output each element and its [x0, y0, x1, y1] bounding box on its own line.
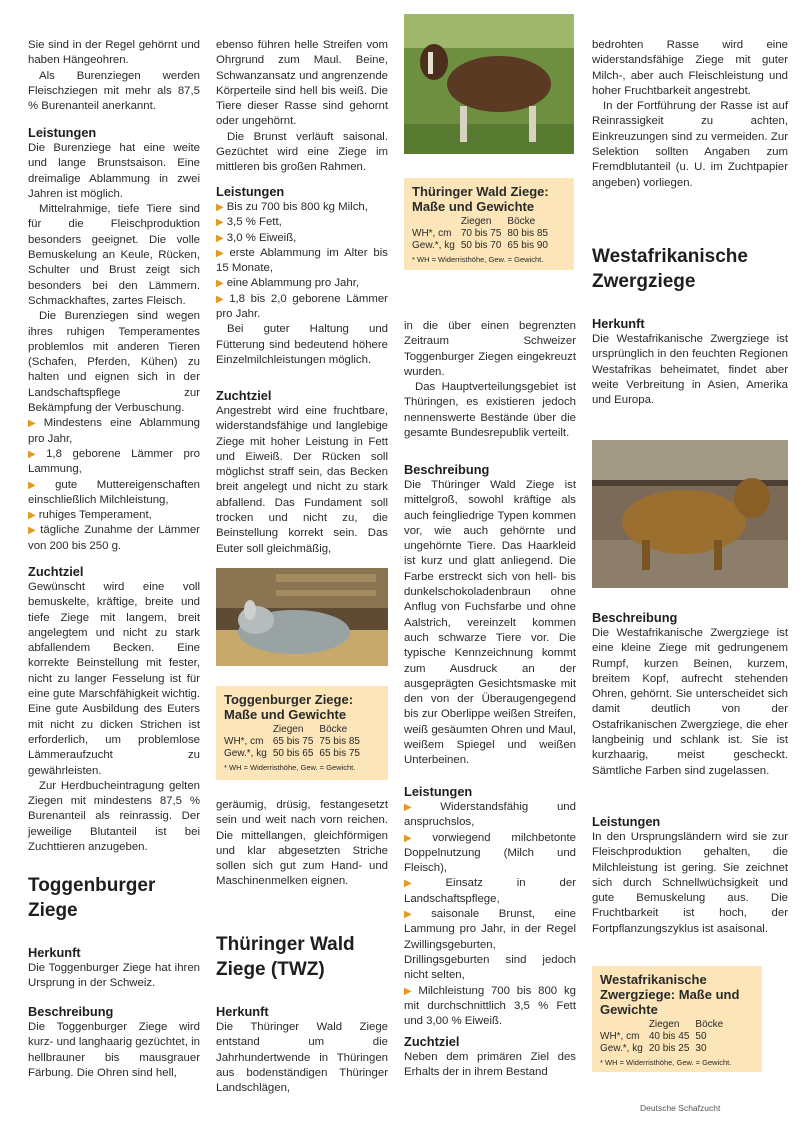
list-item: ▶ Widerstandsfähig und anspruchslos,: [404, 801, 576, 829]
westafrikanische-title: Westafrikanische Zwergziege: [592, 246, 748, 292]
list-item: ▶ saisonale Brunst, eine Lammung pro Jahr, in der Regel Zwillingsgeburten, Drillingsgeburten sind jedoch nicht selten,: [404, 908, 576, 982]
list-item: ▶ 3,5 % Fett,: [216, 216, 282, 229]
section-heading: Leistungen: [592, 814, 661, 829]
table-row: WH*, cm 40 bis 45 50: [600, 1031, 707, 1042]
arrow-bullet-icon: ▶: [216, 278, 224, 290]
col2-leistungen: Leistungen ▶ Bis zu 700 bis 800 kg Milch, ▶ 3,5 % Fett, ▶ 3,0 % Eiweiß, ▶ erste Ablammung im Alter bis 15 Monate, ▶ eine Ablammung pro Jahr, ▶ 1,8 bis 2,0 geborene Lämmer pro Jahr. Bei guter Haltung und Fütterung sind bedeutend höhere Einzelmilchleistungen möglich.: [216, 184, 388, 366]
section-heading: Herkunft: [216, 1004, 269, 1019]
thueringer-measures-box: Thüringer Wald Ziege: Maße und Gewichte Ziegen Böcke WH*, cm 70 bis 75 80 bis 85 Gew.*, kg 50 bis 70 65 bis 90 * WH = Widerristhöhe, Gew. = Gewicht.: [404, 178, 574, 270]
arrow-bullet-icon: ▶: [216, 247, 227, 259]
measures-table: Ziegen Böcke WH*, cm 40 bis 45 50 Gew.*, kg 20 bis 25 30: [600, 1019, 729, 1055]
section-heading: Zuchtziel: [216, 388, 272, 403]
col1-leistungen: Leistungen Die Burenziege hat eine weite und lange Brunstsaison. Eine dreimalige Ablammung in zwei Jahren ist möglich. Mittelrahmige, tiefe Tiere sind für die Fleischproduktion besonders geeignet. Die volle Bemuskelung an Keule, Rücken, Schulter und Brust zeigt sich besonders bei den Lämmern. Schmackhaftes, zartes Fleisch. Die Burenziegen sind wegen ihres ruhigen Temperamentes problemlos mit anderen Tieren (Schafen, Pferden, Kühen) zu halten und eignen sich in der Landschaftspflege zur Bekämpfung der Verbuschung. ▶ Mindestens eine Ablammung pro Jahr, ▶ 1,8 geborene Lämmer pro Lammung, ▶ gute Muttereigenschaften einschließlich Milchleistung, ▶ ruhiges Temperament, ▶ tägliche Zunahme der Lämmer von 200 bis 250 g.: [28, 125, 200, 554]
table-row: WH*, cm 70 bis 75 80 bis 85: [412, 228, 548, 239]
table-row: Gew.*, kg 50 bis 70 65 bis 90: [412, 240, 548, 251]
table-row: WH*, cm 65 bis 75 75 bis 85: [224, 736, 360, 747]
section-heading: Herkunft: [28, 945, 81, 960]
col2-intro: ebenso führen helle Streifen vom Ohrgrund zum Maul. Beine, Schwanzansatz und angrenzende Körperteile sind hell bis weiß. Die Tiere dieser Rasse sind gehornt oder ungehörnt. Die Brunst verläuft saisonal. Gezüchtet wird eine Ziege im mittleren bis großen Rahmen.: [216, 39, 388, 174]
arrow-bullet-icon: ▶: [216, 293, 227, 305]
col1-intro: Sie sind in der Regel gehörnt und haben Hängeohren. Als Burenziegen werden Fleischziegen mit mehr als 87,5 % Burenanteil anerkannt.: [28, 39, 200, 113]
arrow-bullet-icon: ▶: [28, 510, 36, 522]
measures-table: Ziegen Böcke WH*, cm 65 bis 75 75 bis 85 Gew.*, kg 50 bis 65 65 bis 75: [224, 724, 366, 760]
page-footer: Deutsche Schafzucht: [640, 1103, 721, 1113]
twz-title: Thüringer Wald Ziege (TWZ): [216, 934, 355, 980]
list-item: ▶ tägliche Zunahme der Lämmer von 200 bis 250 g.: [28, 524, 200, 552]
col3-beschreibung: Beschreibung Die Thüringer Wald Ziege ist mittelgroß, sowohl kräftige als auch feingliedrige Typen kommen vor, wie auch gehörnte und ungehörnte Tiere. Das Haarkleid ist kurz und glatt anliegend. Die Farbe erstreckt sich von hell- bis dunkelschokoladenbraun ohne Anflug von Fuchsfarbe und ohne Aalstrich, vereinzelt kommen auch schwarze Tiere vor. Die typische Kennzeichnung kommt zum Ausdruck an der ausgeprägten Gesichtsmaske mit den von der Überaugengegend bis zur Oberlippe weißen Streifen, weiß gesäumten Ohren und Maul, weißem Spiegel und weißen Unterbeinen.: [404, 462, 576, 767]
list-item: ▶ 3,0 % Eiweiß,: [216, 231, 297, 244]
list-item: ▶ 1,8 geborene Lämmer pro Lammung,: [28, 447, 200, 476]
arrow-bullet-icon: ▶: [28, 479, 53, 491]
list-item: ▶ erste Ablammung im Alter bis 15 Monate,: [216, 246, 388, 275]
section-heading: Leistungen: [216, 184, 285, 199]
arrow-bullet-icon: ▶: [216, 202, 224, 213]
list-item: ▶ eine Ablammung pro Jahr,: [216, 277, 360, 290]
arrow-bullet-icon: ▶: [404, 878, 443, 890]
thueringer-goat-photo: [404, 14, 574, 154]
col1-beschreibung: Beschreibung Die Toggenburger Ziege wird kurz- und langhaarig gezüchtet, in hellbrauner bis mausgrauer Färbung. Die Ohren sind hell,: [28, 1004, 200, 1079]
section-heading: Beschreibung: [28, 1004, 114, 1019]
list-item: ▶ gute Muttereigenschaften einschließlich Milchleistung,: [28, 478, 200, 506]
list-item: ▶ Mindestens eine Ablammung pro Jahr,: [28, 417, 200, 445]
col4-herkunft: Herkunft Die Westafrikanische Zwergziege ist ursprünglich in den feuchten Regionen Westafrikas beheimatet, findet aber weite Verbreitung in Asien, Amerika und Europa.: [592, 316, 788, 407]
westafrikanische-measures-box: Westafrikanische Zwergziege: Maße und Gewichte Ziegen Böcke WH*, cm 40 bis 45 50 Gew.*, kg 20 bis 25 30 * WH = Widerristhöhe, Gew. = Gewicht.: [592, 966, 762, 1072]
section-heading: Beschreibung: [592, 610, 678, 625]
col3-leistungen: [404, 784, 576, 1029]
section-heading: Zuchtziel: [28, 564, 84, 579]
section-heading: Herkunft: [592, 316, 645, 331]
col1-zuchtziel: Zuchtziel Gewünscht wird eine voll bemuskelte, kräftige, breite und tiefe Ziege mit langem, breit angelegtem und nicht zu stark abfallendem Becken. Eine korrekte Beinstellung mit fester, nicht zu langer Fesselung ist für eine gute Marschfähigkeit wichtig. Eine gute Ausbildung des Euters mit nicht zu dicken Strichen ist erforderlich, um problemlose Lämmeraufzucht zu gewährleisten. Zur Herdbucheintragung gelten Ziegen mit mindestens 87,5 % Burenanteil als reinrassig. Der jeweilige Blutanteil ist bei Zuchttieren anzugeben.: [28, 564, 200, 854]
arrow-bullet-icon: ▶: [216, 217, 224, 229]
list-item: ▶ Bis zu 700 bis 800 kg Milch,: [216, 201, 368, 213]
col2-herkunft: Herkunft Die Thüringer Wald Ziege entstand um die Jahrhundertwende in Thüringen aus bodenständigen Thüringer Landschlägen,: [216, 1004, 388, 1095]
arrow-bullet-icon: ▶: [404, 985, 416, 997]
col3-zuchtziel: Zuchtziel Neben dem primären Ziel des Erhalts der in ihrem Bestand: [404, 1034, 576, 1079]
col4-beschreibung: Beschreibung Die Westafrikanische Zwergziege ist eine kleine Ziege mit gedrungenem Rumpf, kurzen Beinen, kurzem, breitem Kopf, aufrecht stehenden Ohren, gehörnt. Sie unterscheidet sich damit deutlich von der Ostafrikanischen Zwergziege, die eher langbeinig und schlank ist. Sie ist kurzhaarig, meist gescheckt. Sämtliche Farben sind zugelassen.: [592, 610, 788, 777]
list-item: ▶ 1,8 bis 2,0 geborene Lämmer pro Jahr.: [216, 292, 388, 321]
arrow-bullet-icon: ▶: [404, 832, 430, 844]
table-row: Gew.*, kg 50 bis 65 65 bis 75: [224, 748, 360, 759]
col2-zuchtziel: Zuchtziel Angestrebt wird eine fruchtbare, widerstandsfähige und langlebige Ziege mit hoher Leistung in Fett und Eiweiß. Der Rücken soll möglichst straff sein, das Becken breit angelegt und nicht zu stark abfallend. Das Fundament soll trocken und nicht zu, die Beinstellung korrekt sein. Das Euter soll gleichmäßig,: [216, 388, 388, 555]
arrow-bullet-icon: ▶: [216, 232, 224, 244]
col3-intro: in die über einen begrenzten Zeitraum Schweizer Toggenburger Ziegen eingekreuzt wurden. Das Hauptverteilungsgebiet ist Thüringen, es existieren jedoch nennenswerte Bestände über die gesamte Bundesrepublik verteilt.: [404, 320, 576, 440]
col1-herkunft: Herkunft Die Toggenburger Ziege hat ihren Ursprung in der Schweiz.: [28, 945, 200, 990]
list-item: ▶ vorwiegend milchbetonte Doppelnutzung (Milch und Fleisch),: [404, 831, 576, 875]
toggenburger-goat-photo: [216, 568, 388, 666]
list-item: ▶ ruhiges Temperament,: [28, 509, 152, 522]
table-row: Gew.*, kg 20 bis 25 30: [600, 1043, 707, 1054]
measures-table: Ziegen Böcke WH*, cm 70 bis 75 80 bis 85 Gew.*, kg 50 bis 70 65 bis 90: [412, 216, 554, 252]
col4-leistungen: Leistungen In den Ursprungsländern wird sie zur Fleischproduktion gehalten, die Milchleistung ist gering. Sie zeichnet sich durch Schnellwüchsigkeit und gute Bemuskelung aus. Die Fruchtbarkeit ist hoch, der Fortpflanzungszyklus ist asaisonal.: [592, 814, 788, 935]
list-item: ▶ Milchleistung 700 bis 800 kg mit durchschnittlich 3,5 % Fett und 3,00 % Eiweiß.: [404, 984, 576, 1028]
list-item: ▶ Einsatz in der Landschaftspflege,: [404, 877, 576, 905]
col4-intro: bedrohten Rasse wird eine widerstandsfähige Ziege mit guter Milch-, aber auch Fleischleistung und hoher Fruchtbarkeit angestrebt. In der Fortführung der Rasse ist auf Reinrassigkeit zu achten, Einkreuzungen sind zu vermeiden. Zur Selektion sollten Angaben zum Fremdblutanteil (u. U. im Zuchtpapier angeben) vorliegen.: [592, 39, 788, 189]
section-heading: Zuchtziel: [404, 1034, 460, 1049]
section-heading: Leistungen: [404, 784, 473, 799]
section-heading: Leistungen: [28, 125, 97, 140]
arrow-bullet-icon: ▶: [28, 418, 41, 430]
arrow-bullet-icon: ▶: [404, 802, 438, 813]
toggenburger-measures-box: Toggenburger Ziege: Maße und Gewichte Ziegen Böcke WH*, cm 65 bis 75 75 bis 85 Gew.*, kg 50 bis 65 65 bis 75 * WH = Widerristhöhe, Gew. = Gewicht.: [216, 686, 388, 780]
arrow-bullet-icon: ▶: [404, 909, 429, 921]
arrow-bullet-icon: ▶: [28, 525, 38, 537]
arrow-bullet-icon: ▶: [28, 448, 44, 460]
toggenburger-title: Toggenburger Ziege: [28, 875, 156, 921]
col2-cont: geräumig, drüsig, festangesetzt sein und weit nach vorn reichen. Die mittellangen, gleichförmigen und klar abgesetzten Striche sollen sich gut zum Hand- und Maschinenmelken eignen.: [216, 799, 388, 888]
westafrikanische-goat-photo: [592, 440, 788, 588]
section-heading: Beschreibung: [404, 462, 490, 477]
